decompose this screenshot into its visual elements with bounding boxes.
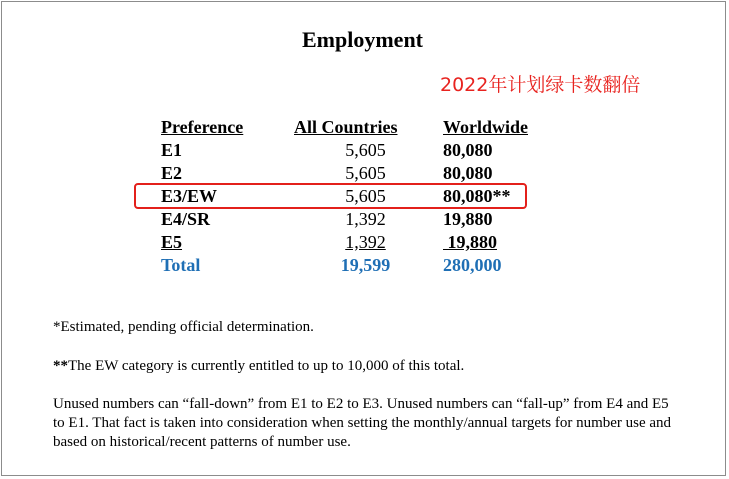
total-worldwide: 280,000	[443, 255, 502, 275]
row-all-countries: 5,605	[345, 140, 386, 160]
red-highlight-box	[134, 183, 527, 209]
row-preference: E1	[161, 140, 183, 160]
header-worldwide: Worldwide	[443, 117, 529, 137]
row-all-countries: 1,392	[345, 209, 386, 229]
table-row	[158, 231, 553, 254]
row-all-countries-value: 1,392	[345, 232, 386, 252]
row-preference: E4/SR	[161, 209, 211, 229]
note-ew-asterisks: **	[53, 358, 68, 374]
table-row	[158, 208, 553, 231]
row-worldwide: 80,080	[443, 140, 493, 160]
row-preference: E5	[161, 232, 183, 252]
table-row	[158, 139, 553, 162]
table-total-row	[158, 254, 553, 277]
total-all-countries: 19,599	[340, 255, 391, 275]
note-estimated: *Estimated, pending official determination.	[53, 319, 314, 335]
row-preference: E3/EW	[161, 186, 218, 206]
row-worldwide: 80,080**	[443, 186, 511, 206]
table-header-row	[158, 116, 553, 139]
row-worldwide	[437, 231, 553, 254]
row-all-countries	[294, 231, 437, 254]
row-all-countries: 5,605	[345, 163, 386, 183]
header-preference: Preference	[161, 117, 244, 137]
row-worldwide-value: 19,880	[443, 232, 497, 252]
total-label: Total	[161, 255, 201, 275]
red-annotation-text: 2022年计划绿卡数翻倍	[440, 74, 641, 96]
table-row	[158, 162, 553, 185]
row-all-countries: 5,605	[345, 186, 386, 206]
note-ew-text: The EW category is currently entitled to up to 10,000 of this total.	[68, 358, 465, 374]
row-preference: E2	[161, 163, 183, 183]
row-worldwide: 19,880	[443, 209, 493, 229]
page-title: Employment	[302, 27, 423, 52]
note-unused-numbers: Unused numbers can “fall-down” from E1 to E2 to E3. Unused numbers can “fall-up” from E4 and E5 to E1. That fact is taken into consideration when setting the monthly/annual targets for number use and based on historical/recent patterns of number use.	[53, 396, 672, 450]
header-all-countries: All Countries	[294, 117, 398, 137]
note-ew	[53, 357, 464, 376]
row-worldwide: 80,080	[443, 163, 493, 183]
